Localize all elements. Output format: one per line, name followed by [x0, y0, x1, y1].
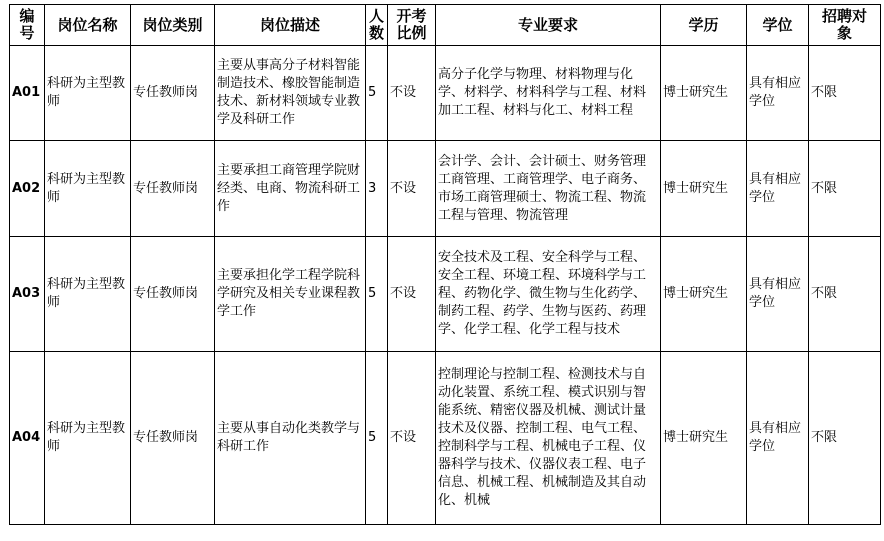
row-count: 5	[366, 352, 388, 525]
row-target: 不限	[809, 237, 881, 352]
header-degree: 学位	[747, 5, 809, 46]
table-row	[10, 352, 881, 525]
row-count: 5	[366, 46, 388, 141]
row-description: 主要从事高分子材料智能制造技术、橡胶智能制造技术、新材料领域专业教学及科研工作	[215, 46, 366, 141]
row-code: A03	[10, 237, 45, 352]
row-category: 专任教师岗	[131, 352, 215, 525]
row-count: 3	[366, 141, 388, 237]
row-count: 5	[366, 237, 388, 352]
row-position: 科研为主型教师	[45, 46, 131, 141]
row-target: 不限	[809, 46, 881, 141]
table-row	[10, 237, 881, 352]
row-education: 博士研究生	[661, 352, 747, 525]
header-description: 岗位描述	[215, 5, 366, 46]
row-education: 博士研究生	[661, 237, 747, 352]
row-category: 专任教师岗	[131, 141, 215, 237]
row-degree: 具有相应学位	[747, 46, 809, 141]
row-position: 科研为主型教师	[45, 141, 131, 237]
row-major: 安全技术及工程、安全科学与工程、安全工程、环境工程、环境科学与工程、药物化学、微生物与生化药学、制药工程、药学、生物与医药、药理学、化学工程、化学工程与技术	[436, 237, 661, 352]
table-row	[10, 46, 881, 141]
header-code: 编号	[10, 5, 45, 46]
recruitment-table	[9, 4, 881, 525]
row-ratio: 不设	[388, 46, 436, 141]
row-major: 控制理论与控制工程、检测技术与自动化装置、系统工程、模式识别与智能系统、精密仪器及机械、测试计量技术及仪器、控制工程、电气工程、控制科学与工程、机械电子工程、仪器科学与技术、仪器仪表工程、电子信息、机械工程、机械制造及其自动化、机械	[436, 352, 661, 525]
header-major: 专业要求	[436, 5, 661, 46]
row-code: A02	[10, 141, 45, 237]
row-target: 不限	[809, 141, 881, 237]
row-education: 博士研究生	[661, 46, 747, 141]
row-code: A04	[10, 352, 45, 525]
header-count: 人数	[366, 5, 388, 46]
row-category: 专任教师岗	[131, 46, 215, 141]
header-ratio: 开考比例	[388, 5, 436, 46]
table-header-row	[10, 5, 881, 46]
row-major: 高分子化学与物理、材料物理与化学、材料学、材料科学与工程、材料加工工程、材料与化工、材料工程	[436, 46, 661, 141]
row-ratio: 不设	[388, 352, 436, 525]
header-target: 招聘对象	[809, 5, 881, 46]
row-target: 不限	[809, 352, 881, 525]
header-education: 学历	[661, 5, 747, 46]
row-position: 科研为主型教师	[45, 352, 131, 525]
row-ratio: 不设	[388, 237, 436, 352]
row-description: 主要从事自动化类教学与科研工作	[215, 352, 366, 525]
row-degree: 具有相应学位	[747, 237, 809, 352]
row-degree: 具有相应学位	[747, 141, 809, 237]
row-description: 主要承担工商管理学院财经类、电商、物流科研工作	[215, 141, 366, 237]
row-education: 博士研究生	[661, 141, 747, 237]
row-position: 科研为主型教师	[45, 237, 131, 352]
row-category: 专任教师岗	[131, 237, 215, 352]
row-ratio: 不设	[388, 141, 436, 237]
row-degree: 具有相应学位	[747, 352, 809, 525]
header-position: 岗位名称	[45, 5, 131, 46]
header-category: 岗位类别	[131, 5, 215, 46]
row-major: 会计学、会计、会计硕士、财务管理工商管理、工商管理学、电子商务、市场工商管理硕士、物流工程、物流工程与管理、物流管理	[436, 141, 661, 237]
row-code: A01	[10, 46, 45, 141]
table-row	[10, 141, 881, 237]
row-description: 主要承担化学工程学院科学研究及相关专业课程教学工作	[215, 237, 366, 352]
